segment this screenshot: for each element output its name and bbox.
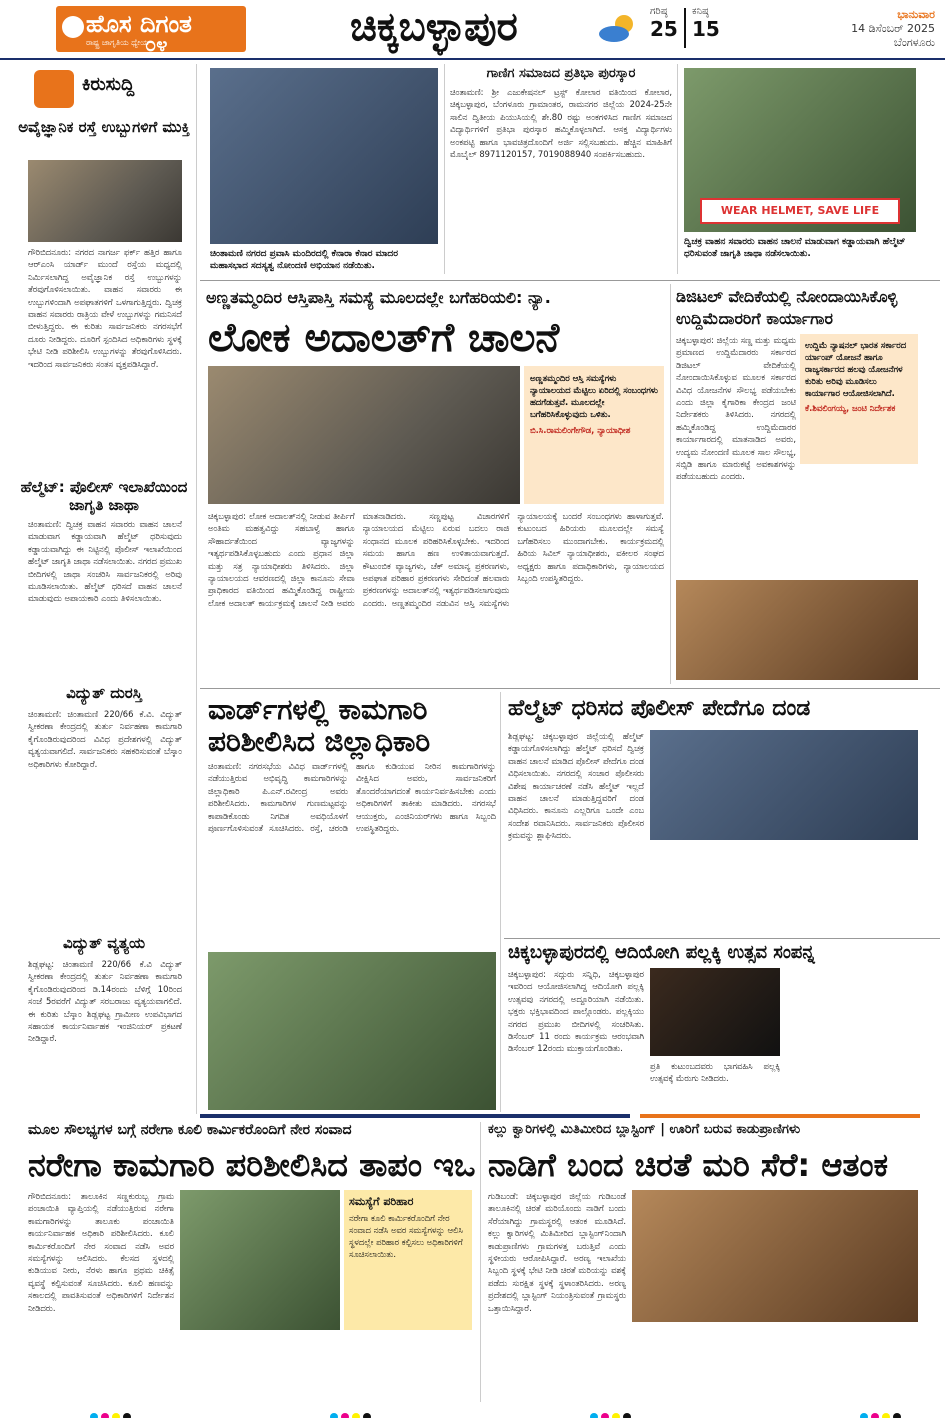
narega-body: ಗೌರಿಬಿದನೂರು: ತಾಲೂಕಿನ ಸಣ್ಣಕುರುಬ್ಬ ಗ್ರಾಮ ಪಂಚಾಯಿತಿ ವ್ಯಾಪ್ತಿಯಲ್ಲಿ ನಡೆಯುತ್ತಿರುವ ನರೇಗಾ ಕಾಮಗಾರಿಗಳನ್ನು ತಾಲೂಕು ಪಂಚಾಯಿತಿ ಕಾರ್ಯನಿರ್ವಾಹಕ ಅಧಿಕಾರಿ ಪರಿಶೀಲಿಸಿದರು. ಕೂಲಿ ಕಾರ್ಮಿಕರೊಂದಿಗೆ ನೇರ ಸಂವಾದ ನಡೆಸಿ ಅವರ ಸಮಸ್ಯೆಗಳನ್ನು ಆಲಿಸಿದರು. ಕೆಲಸದ ಸ್ಥಳದಲ್ಲಿ ಕುಡಿಯುವ ನೀರು, ನೆರಳು ಹಾಗೂ ಪ್ರಥಮ ಚಿಕಿತ್ಸೆ ವ್ಯವಸ್ಥೆ ಕಲ್ಪಿಸುವಂತೆ ಸೂಚಿಸಿದರು. ಕೂಲಿ ಹಣವನ್ನು ಸಕಾಲದಲ್ಲಿ ಪಾವತಿಸುವಂತೆ ಅಧಿಕಾರಿಗಳಿಗೆ ನಿರ್ದೇಶನ ನೀಡಿದರು. bbox=[28, 1191, 174, 1313]
story-body: ಚಿಂತಾಮಣಿ: ಶ್ರೀ ಎಜುಕೇಷನಲ್ ಟ್ರಸ್ಟ್ ಕೋಲಾರ ವತಿಯಿಂದ ಕೋಲಾರ, ಚಿಕ್ಕಬಳ್ಳಾಪುರ, ಬೆಂಗಳೂರು ಗ್ರಾಮಾಂತರ, ರಾಮನಗರ ಜಿಲ್ಲೆಯ 2024-25ನೇ ಸಾಲಿನ ದ್ವಿತೀಯ ಪಿಯುಸಿಯಲ್ಲಿ ಶೇ.80 ರಷ್ಟು ಅಂಕಗಳಿಸಿದ ಗಾಣಿಗ ಸಮಾಜದ ವಿದ್ಯಾರ್ಥಿಗಳಿಗೆ ಪ್ರತಿಭಾ ಪುರಸ್ಕಾರ ಹಮ್ಮಿಕೊಳ್ಳಲಾಗಿದೆ. ಆಸಕ್ತ ವಿದ್ಯಾರ್ಥಿಗಳು ಅಂಕಪಟ್ಟಿ ಹಾಗೂ ಭಾವಚಿತ್ರದೊಂದಿಗೆ ಅರ್ಜಿ ಸಲ್ಲಿಸಬಹುದು. ಹೆಚ್ಚಿನ ಮಾಹಿತಿಗೆ ಮೊಬೈಲ್ 8971120157, 7019088940 ಸಂಪರ್ಕಿಸಬಹುದು. bbox=[450, 87, 672, 160]
story-headline[interactable]: ವಿದ್ಯುತ್ ವ್ಯತ್ಯಯ bbox=[62, 934, 146, 952]
palanquin-photo bbox=[650, 968, 780, 1056]
max-temp-label: ಗರಿಷ್ಠ bbox=[650, 6, 668, 17]
quote-text: ಉದ್ದಿಮೆ ನ್ಯಾಷನಲ್ ಭಾರತ ಸರ್ಕಾರದ ರ್ಯಾಂಪ್ ಯೋಜನೆ ಹಾಗೂ ರಾಜ್ಯಸರ್ಕಾರದ ಹಲವು ಯೋಜನೆಗಳ ಕುರಿತು ಅರಿವು ಮೂಡಿಸಲು ಕಾರ್ಯಾಗಾರ ಆಯೋಜಿಸಲಾಗಿದೆ. bbox=[805, 340, 907, 398]
registration-marks bbox=[330, 1406, 374, 1418]
udyami-body: ಚಿಕ್ಕಬಳ್ಳಾಪುರ: ಜಿಲ್ಲೆಯ ಸಣ್ಣ ಮತ್ತು ಮಧ್ಯಮ ಪ್ರಮಾಣದ ಉದ್ದಿಮೆದಾರರು ಸರ್ಕಾರದ ಡಿಜಿಟಲ್ ವೇದಿಕೆಯಲ್ಲಿ ನೋಂದಾಯಿಸಿಕೊಳ್ಳುವ ಮೂಲಕ ಸರ್ಕಾರದ ವಿವಿಧ ಯೋಜನೆಗಳ ಸೌಲಭ್ಯ ಪಡೆಯಬೇಕು ಎಂದು ಜಿಲ್ಲಾ ಕೈಗಾರಿಕಾ ಕೇಂದ್ರದ ಜಂಟಿ ನಿರ್ದೇಶಕರು ತಿಳಿಸಿದರು. ನಗರದಲ್ಲಿ ಹಮ್ಮಿಕೊಂಡಿದ್ದ ಉದ್ದಿಮೆದಾರರ ಕಾರ್ಯಾಗಾರದಲ್ಲಿ ಮಾತನಾಡಿದ ಅವರು, ಉದ್ಯಮ ನೋಂದಣಿ ಮೂಲಕ ಸಾಲ ಸೌಲಭ್ಯ, ಸಬ್ಸಿಡಿ ಹಾಗೂ ಮಾರುಕಟ್ಟೆ ಅವಕಾಶಗಳನ್ನು ಪಡೆಯಬಹುದು ಎಂದರು. bbox=[676, 335, 796, 482]
story-body: ಚಿಂತಾಮಣಿ: ಚಿಂತಾಮಣಿ 220/66 ಕೆ.ವಿ. ವಿದ್ಯುತ್ ಸ್ವೀಕರಣಾ ಕೇಂದ್ರದಲ್ಲಿ ತುರ್ತು ನಿರ್ವಹಣಾ ಕಾಮಗಾರಿ ಕೈಗೊಂಡಿರುವುದರಿಂದ ವಿವಿಧ ಪ್ರದೇಶಗಳಲ್ಲಿ ವಿದ್ಯುತ್ ವ್ಯತ್ಯಯವಾಗಲಿದೆ. ಸಾರ್ವಜನಿಕರು ಸಹಕರಿಸುವಂತೆ ಬೆಸ್ಕಾಂ ಅಧಿಕಾರಿಗಳು ಕೋರಿದ್ದಾರೆ. bbox=[28, 709, 182, 769]
story-headline[interactable]: ಗಾಣಿಗ ಸಮಾಜದ ಪ್ರತಿಭಾ ಪುರಸ್ಕಾರ bbox=[486, 66, 636, 81]
narega-photo bbox=[180, 1190, 340, 1330]
brand-name: ಹೊಸ ದಿಗಂತ bbox=[86, 10, 192, 38]
max-temp-value: 25 bbox=[650, 17, 678, 41]
registration-marks bbox=[590, 1406, 634, 1418]
lead-kicker: ಅಣ್ಣತಮ್ಮಂದಿರ ಆಸ್ತಿಪಾಸ್ತಿ ಸಮಸ್ಯೆ ಮೂಲದಲ್ಲೇ ಬಗೆಹರಿಯಲಿ: ನ್ಯಾ. bbox=[206, 288, 551, 307]
photo-caption: ದ್ವಿಚಕ್ರ ವಾಹನ ಸವಾರರು ವಾಹನ ಚಾಲನೆ ಮಾಡುವಾಗ ಕಡ್ಡಾಯವಾಗಿ ಹೆಲ್ಮೆಟ್ ಧರಿಸುವಂತೆ ಜಾಗೃತಿ ಜಾಥಾ ನಡೆಸಲಾಯಿತು. bbox=[684, 237, 906, 259]
photo-caption: ಪ್ರತಿ ಕುಟುಂಬದವರು ಭಾಗವಹಿಸಿ ಪಲ್ಲಕ್ಕಿ ಉತ್ಸವಕ್ಕೆ ಮೆರುಗು ನೀಡಿದರು. bbox=[650, 1061, 780, 1084]
section-title: ಕಿರುಸುದ್ದಿ bbox=[82, 74, 135, 95]
helmet-banner: WEAR HELMET, SAVE LIFE bbox=[700, 198, 900, 224]
partly-cloudy-icon bbox=[598, 12, 638, 44]
min-temp-value: 15 bbox=[692, 17, 720, 41]
story-body: ಗೌರಿಬಿದನೂರು: ನಗರದ ನಾಗರ್ಜ ಫರ್ಕ್ ಹತ್ತಿರ ಹಾಗೂ ಆರ್‌ಎಂಸಿ ಯಾರ್ಡ್ ಮುಂದೆ ರಸ್ತೆಯ ಮಧ್ಯದಲ್ಲಿ ನಿರ್ಮಿಸಲಾಗಿದ್ದ ಅವೈಜ್ಞಾನಿಕ ರಸ್ತೆ ಉಬ್ಬುಗಳನ್ನು ತೆರವುಗೊಳಿಸಲಾಯಿತು. ವಾಹನ ಸವಾರರು ಈ ಉಬ್ಬುಗಳಿಂದಾಗಿ ಅಪಘಾತಗಳಿಗೆ ಒಳಗಾಗುತ್ತಿದ್ದರು. ದ್ವಿಚಕ್ರ ವಾಹನ ಸವಾರರು ರಾತ್ರಿಯ ವೇಳೆ ಉಬ್ಬುಗಳನ್ನು ಗಮನಿಸದೆ ಬೀಳುತ್ತಿದ್ದರು. ಈ ಕುರಿತು ಸಾರ್ವಜನಿಕರು ನಗರಸಭೆಗೆ ದೂರು ನೀಡಿದ್ದರು. ದೂರಿಗೆ ಸ್ಪಂದಿಸಿದ ಅಧಿಕಾರಿಗಳು ಸ್ಥಳಕ್ಕೆ ಭೇಟಿ ನೀಡಿ ಪರಿಶೀಲಿಸಿ ಉಬ್ಬುಗಳನ್ನು ತೆರವುಗೊಳಿಸಿದರು. ಇದರಿಂದ ಸಾರ್ವಜನಿಕರು ಸಂತಸ ವ್ಯಕ್ತಪಡಿಸಿದ್ದಾರೆ. bbox=[28, 247, 182, 369]
story-headline[interactable]: ವಿದ್ಯುತ್ ದುರಸ್ತಿ bbox=[66, 684, 142, 702]
ward-headline[interactable]: ವಾರ್ಡ್‌ಗಳಲ್ಲಿ ಕಾಮಗಾರಿ ಪರಿಶೀಲಿಸಿದ ಜಿಲ್ಲಾಧಿಕಾರಿ bbox=[208, 693, 431, 758]
lok-adalat-photo bbox=[208, 366, 520, 504]
min-temp-label: ಕನಿಷ್ಠ bbox=[692, 6, 709, 17]
box-body: ನರೇಗಾ ಕೂಲಿ ಕಾರ್ಮಿಕರೊಂದಿಗೆ ನೇರ ಸಂವಾದ ನಡೆಸಿ ಅವರ ಸಮಸ್ಯೆಗಳನ್ನು ಆಲಿಸಿ ಸ್ಥಳದಲ್ಲೇ ಪರಿಹಾರ ಕಲ್ಪಿಸಲು ಅಧಿಕಾರಿಗಳಿಗೆ ಸೂಚಿಸಲಾಯಿತು. bbox=[349, 1213, 463, 1259]
story-headline[interactable]: ಅವೈಜ್ಞಾನಿಕ ರಸ್ತೆ ಉಬ್ಬುಗಳಿಗೆ ಮುಕ್ತಿ bbox=[18, 118, 190, 136]
info-box bbox=[344, 1190, 472, 1330]
max-temp-block bbox=[650, 6, 686, 41]
quote-text: ಅಣ್ಣತಮ್ಮಂದಿರ ಆಸ್ತಿ ಸಮಸ್ಯೆಗಳು ನ್ಯಾಯಾಲಯದ ಮೆಟ್ಟಿಲು ಏರಿದಲ್ಲಿ ಸಂಬಂಧಗಳು ಹದಗೆಡುತ್ತವೆ. ಮೂಲದಲ್ಲೇ ಬಗೆಹರಿಸಿಕೊಳ್ಳುವುದು ಒಳಿತು. bbox=[530, 373, 658, 419]
brand-emblem-icon bbox=[62, 16, 84, 38]
page-number: ೦೪ bbox=[145, 32, 168, 56]
workshop-photo bbox=[676, 580, 918, 680]
police-photo bbox=[650, 730, 918, 840]
story-body: ಚಿಂತಾಮಣಿ: ದ್ವಿಚಕ್ರ ವಾಹನ ಸವಾರರು ವಾಹನ ಚಾಲನೆ ಮಾಡುವಾಗ ಕಡ್ಡಾಯವಾಗಿ ಹೆಲ್ಮೆಟ್ ಧರಿಸುವುದು ಕಡ್ಡಾಯವಾಗಿದ್ದು ಈ ನಿಟ್ಟಿನಲ್ಲಿ ಪೊಲೀಸ್ ಇಲಾಖೆಯಿಂದ ಹೆಲ್ಮೆಟ್ ಜಾಗೃತಿ ಜಾಥಾ ನಡೆಸಲಾಯಿತು. ನಗರದ ಪ್ರಮುಖ ಬೀದಿಗಳಲ್ಲಿ ಜಾಥಾ ಸಂಚರಿಸಿ ಸಾರ್ವಜನಿಕರಲ್ಲಿ ಅರಿವು ಮೂಡಿಸಲಾಯಿತು. ಹೆಲ್ಮೆಟ್ ಧರಿಸದೆ ವಾಹನ ಚಾಲನೆ ಮಾಡುವುದು ಅಪಾಯಕಾರಿ ಎಂದು ತಿಳಿಸಲಾಯಿತು. bbox=[28, 519, 182, 604]
ward-body: ಚಿಂತಾಮಣಿ: ನಗರಸಭೆಯ ವಿವಿಧ ವಾರ್ಡ್‌ಗಳಲ್ಲಿ ನಡೆಯುತ್ತಿರುವ ಅಭಿವೃದ್ಧಿ ಕಾಮಗಾರಿಗಳನ್ನು ಜಿಲ್ಲಾಧಿಕಾರಿ ಪಿ.ಎನ್.ರವೀಂದ್ರ ಅವರು ಪರಿಶೀಲಿಸಿದರು. ಕಾಮಗಾರಿಗಳ ಗುಣಮಟ್ಟವನ್ನು ಕಾಪಾಡಿಕೊಂಡು ನಿಗದಿತ ಅವಧಿಯೊಳಗೆ ಪೂರ್ಣಗೊಳಿಸುವಂತೆ ಸೂಚಿಸಿದರು. ರಸ್ತೆ, ಚರಂಡಿ ಹಾಗೂ ಕುಡಿಯುವ ನೀರಿನ ಕಾಮಗಾರಿಗಳನ್ನು ವೀಕ್ಷಿಸಿದ ಅವರು, ಸಾರ್ವಜನಿಕರಿಗೆ ತೊಂದರೆಯಾಗದಂತೆ ಕಾರ್ಯನಿರ್ವಹಿಸಬೇಕು ಎಂದು ಅಧಿಕಾರಿಗಳಿಗೆ ತಾಕೀತು ಮಾಡಿದರು. ನಗರಸಭೆ ಆಯುಕ್ತರು, ಎಂಜಿನಿಯರ್‌ಗಳು ಹಾಗೂ ಸಿಬ್ಬಂದಿ ಉಪಸ್ಥಿತರಿದ್ದರು. bbox=[208, 761, 496, 834]
registration-marks bbox=[90, 1406, 134, 1418]
dateline bbox=[805, 8, 935, 50]
pull-quote bbox=[524, 366, 664, 504]
brand-tagline: ರಾಷ್ಟ್ರ ಜಾಗೃತಿಯ ಧ್ಯೇಯ bbox=[86, 38, 149, 47]
hand-point-icon bbox=[34, 70, 74, 108]
meeting-photo bbox=[210, 68, 438, 244]
helmet-headline[interactable]: ಹೆಲ್ಮೆಟ್ ಧರಿಸದ ಪೊಲೀಸ್ ಪೇದೆಗೂ ದಂಡ bbox=[508, 696, 811, 721]
page-title: ಚಿಕ್ಕಬಳ್ಳಾಪುರ bbox=[350, 4, 518, 50]
leopard-headline[interactable]: ನಾಡಿಗೆ ಬಂದ ಚಿರತೆ ಮರಿ ಸೆರೆ: ಆತಂಕ bbox=[488, 1146, 888, 1184]
narega-headline[interactable]: ನರೇಗಾ ಕಾಮಗಾರಿ ಪರಿಶೀಲಿಸಿದ ತಾಪಂ ಇಒ bbox=[28, 1146, 476, 1184]
edition-label: ಬೆಂಗಳೂರು bbox=[893, 36, 935, 49]
inspection-photo bbox=[208, 952, 496, 1110]
road-photo bbox=[28, 160, 182, 242]
story-headline[interactable]: ಹೆಲ್ಮೆಟ್: ಪೊಲೀಸ್ ಇಲಾಖೆಯಿಂದ ಜಾಗೃತಿ ಜಾಥಾ bbox=[20, 478, 188, 514]
leopard-body: ಗುಡಿಬಂಡೆ: ಚಿಕ್ಕಬಳ್ಳಾಪುರ ಜಿಲ್ಲೆಯ ಗುಡಿಬಂಡೆ ತಾಲೂಕಿನಲ್ಲಿ ಚಿರತೆ ಮರಿಯೊಂದು ನಾಡಿಗೆ ಬಂದು ಸೆರೆಯಾಗಿದ್ದು ಗ್ರಾಮಸ್ಥರಲ್ಲಿ ಆತಂಕ ಮೂಡಿಸಿದೆ. ಕಲ್ಲು ಕ್ವಾರಿಗಳಲ್ಲಿ ಮಿತಿಮೀರಿದ ಬ್ಲಾಸ್ಟಿಂಗ್‌ನಿಂದಾಗಿ ಕಾಡುಪ್ರಾಣಿಗಳು ಗ್ರಾಮಗಳತ್ತ ಬರುತ್ತಿವೆ ಎಂದು ಸ್ಥಳೀಯರು ಆರೋಪಿಸಿದ್ದಾರೆ. ಅರಣ್ಯ ಇಲಾಖೆಯ ಸಿಬ್ಬಂದಿ ಸ್ಥಳಕ್ಕೆ ಭೇಟಿ ನೀಡಿ ಚಿರತೆ ಮರಿಯನ್ನು ವಶಕ್ಕೆ ಪಡೆದು ಸುರಕ್ಷಿತ ಸ್ಥಳಕ್ಕೆ ಸ್ಥಳಾಂತರಿಸಿದರು. ಅರಣ್ಯ ಪ್ರದೇಶದಲ್ಲಿ ಬ್ಲಾಸ್ಟಿಂಗ್ ನಿಯಂತ್ರಿಸುವಂತೆ ಗ್ರಾಮಸ್ಥರು ಒತ್ತಾಯಿಸಿದ್ದಾರೆ. bbox=[488, 1191, 626, 1313]
photo-caption: ಚಿಂತಾಮಣಿ ನಗರದ ಪ್ರವಾಸಿ ಮಂದಿರದಲ್ಲಿ ಕೆನಾರಾ ಕೆನಾರ ಮಾದರ ಮಹಾಸಭಾದ ಸದಸ್ಯತ್ವ ನೋಂದಣಿ ಅಭಿಯಾನ ನಡೆಯಿತು. bbox=[210, 249, 398, 271]
pull-quote bbox=[800, 334, 918, 464]
helmet-body: ಶಿಡ್ಲಘಟ್ಟ: ಚಿಕ್ಕಬಳ್ಳಾಪುರ ಜಿಲ್ಲೆಯಲ್ಲಿ ಹೆಲ್ಮೆಟ್ ಕಡ್ಡಾಯಗೊಳಿಸಲಾಗಿದ್ದು ಹೆಲ್ಮೆಟ್ ಧರಿಸದೆ ದ್ವಿಚಕ್ರ ವಾಹನ ಚಾಲನೆ ಮಾಡಿದ ಪೊಲೀಸ್ ಪೇದೆಗೂ ದಂಡ ವಿಧಿಸಲಾಯಿತು. ನಗರದಲ್ಲಿ ಸಂಚಾರ ಪೊಲೀಸರು ವಿಶೇಷ ಕಾರ್ಯಾಚರಣೆ ನಡೆಸಿ ಹೆಲ್ಮೆಟ್ ಇಲ್ಲದೆ ವಾಹನ ಚಾಲನೆ ಮಾಡುತ್ತಿದ್ದವರಿಗೆ ದಂಡ ವಿಧಿಸಿದರು. ಕಾನೂನು ಎಲ್ಲರಿಗೂ ಒಂದೇ ಎಂಬ ಸಂದೇಶ ರವಾನಿಸಿದರು. ಸಾರ್ವಜನಿಕರು ಪೊಲೀಸರ ಕ್ರಮವನ್ನು ಶ್ಲಾಘಿಸಿದರು. bbox=[508, 731, 644, 841]
day-label: ಭಾನುವಾರ bbox=[897, 8, 935, 21]
leopard-photo bbox=[632, 1190, 918, 1322]
masthead-rule bbox=[0, 58, 945, 60]
min-temp-block bbox=[692, 6, 728, 41]
box-title: ಸಮಸ್ಯೆಗೆ ಪರಿಹಾರ bbox=[349, 1195, 414, 1208]
date-label: 14 ಡಿಸೆಂಬರ್ 2025 bbox=[851, 22, 935, 35]
quote-author: ಕೆ.ಶಿವಲಿಂಗಯ್ಯ, ಜಂಟಿ ನಿರ್ದೇಶಕ bbox=[805, 403, 896, 413]
quote-author: ಬಿ.ಸಿ.ರಾಮಲಿಂಗೇಗೌಡ, ನ್ಯಾಯಾಧೀಶ bbox=[530, 425, 631, 435]
adiyogi-body: ಚಿಕ್ಕಬಳ್ಳಾಪುರ: ಸದ್ಗುರು ಸನ್ನಿಧಿ, ಚಿಕ್ಕಬಳ್ಳಾಪುರ ಇವರಿಂದ ಆಯೋಜಿಸಲಾಗಿದ್ದ ಆದಿಯೋಗಿ ಪಲ್ಲಕ್ಕಿ ಉತ್ಸವವು ನಗರದಲ್ಲಿ ಅದ್ದೂರಿಯಾಗಿ ನಡೆಯಿತು. ಭಕ್ತರು ಭಕ್ತಿಭಾವದಿಂದ ಪಾಲ್ಗೊಂಡರು. ಪಲ್ಲಕ್ಕಿಯು ನಗರದ ಪ್ರಮುಖ ಬೀದಿಗಳಲ್ಲಿ ಸಂಚರಿಸಿತು. ಡಿಸೆಂಬರ್ 11 ರಂದು ಕಾರ್ಯಕ್ರಮ ಆರಂಭವಾಗಿ ಡಿಸೆಂಬರ್ 12ರಂದು ಮುಕ್ತಾಯಗೊಂಡಿತು. bbox=[508, 969, 644, 1054]
story-body: ಶಿಡ್ಲಘಟ್ಟ: ಚಿಂತಾಮಣಿ 220/66 ಕೆ.ವಿ ವಿದ್ಯುತ್ ಸ್ವೀಕರಣಾ ಕೇಂದ್ರದಲ್ಲಿ ತುರ್ತು ನಿರ್ವಹಣಾ ಕಾಮಗಾರಿ ಕೈಗೊಂಡಿರುವುದರಿಂದ ಡಿ.14ರಂದು ಬೆಳಿಗ್ಗೆ 10ರಿಂದ ಸಂಜೆ 5ರವರೆಗೆ ವಿದ್ಯುತ್ ಸರಬರಾಜು ವ್ಯತ್ಯಯವಾಗಲಿದೆ. ಈ ಕುರಿತು ಬೆಸ್ಕಾಂ ಶಿಡ್ಲಘಟ್ಟ ಗ್ರಾಮೀಣ ಉಪವಿಭಾಗದ ಸಹಾಯಕ ಕಾರ್ಯನಿರ್ವಾಹಕ ಇಂಜಿನಿಯರ್ ಪ್ರಕಟಣೆ ನೀಡಿದ್ದಾರೆ. bbox=[28, 959, 182, 1044]
leopard-kicker: ಕಲ್ಲು ಕ್ವಾರಿಗಳಲ್ಲಿ ಮಿತಿಮೀರಿದ ಬ್ಲಾಸ್ಟಿಂಗ್ | ಊರಿಗೆ ಬರುವ ಕಾಡುಪ್ರಾಣಿಗಳು bbox=[488, 1122, 801, 1137]
lead-body: ಚಿಕ್ಕಬಳ್ಳಾಪುರ: ಲೋಕ ಅದಾಲತ್‌ನಲ್ಲಿ ನೀಡುವ ತೀರ್ಪಿಗೆ ಅಂತಿಮ ಮಹತ್ವವಿದ್ದು ಸಹಬಾಳ್ವೆ ಹಾಗೂ ಸೌಹಾರ್ದತೆಯಿಂದ ವ್ಯಾಜ್ಯಗಳನ್ನು ಇತ್ಯರ್ಥಪಡಿಸಿಕೊಳ್ಳಬಹುದು ಎಂದು ಪ್ರಧಾನ ಜಿಲ್ಲಾ ಮತ್ತು ಸತ್ರ ನ್ಯಾಯಾಧೀಶರು ತಿಳಿಸಿದರು. ಜಿಲ್ಲಾ ನ್ಯಾಯಾಲಯದ ಆವರಣದಲ್ಲಿ ಜಿಲ್ಲಾ ಕಾನೂನು ಸೇವಾ ಪ್ರಾಧಿಕಾರದ ವತಿಯಿಂದ ಹಮ್ಮಿಕೊಂಡಿದ್ದ ರಾಷ್ಟ್ರೀಯ ಲೋಕ ಅದಾಲತ್ ಕಾರ್ಯಕ್ರಮಕ್ಕೆ ಚಾಲನೆ ನೀಡಿ ಅವರು ಮಾತನಾಡಿದರು. ಸಣ್ಣಪುಟ್ಟ ವಿಚಾರಗಳಿಗೆ ನ್ಯಾಯಾಲಯದ ಮೆಟ್ಟಿಲು ಏರುವ ಬದಲು ರಾಜಿ ಸಂಧಾನದ ಮೂಲಕ ಪರಿಹರಿಸಿಕೊಳ್ಳಬೇಕು. ಇದರಿಂದ ಸಮಯ ಹಾಗೂ ಹಣ ಉಳಿತಾಯವಾಗುತ್ತದೆ. ಕೌಟುಂಬಿಕ ವ್ಯಾಜ್ಯಗಳು, ಚೆಕ್ ಅಮಾನ್ಯ ಪ್ರಕರಣಗಳು, ಅಪಘಾತ ಪರಿಹಾರ ಪ್ರಕರಣಗಳು ಸೇರಿದಂತೆ ಹಲವಾರು ಪ್ರಕರಣಗಳನ್ನು ಅದಾಲತ್‌ನಲ್ಲಿ ಇತ್ಯರ್ಥಪಡಿಸಲಾಗುವುದು ಎಂದರು. ಅಣ್ಣತಮ್ಮಂದಿರ ನಡುವಿನ ಆಸ್ತಿ ಸಮಸ್ಯೆಗಳು ನ್ಯಾಯಾಲಯಕ್ಕೆ ಬಂದರೆ ಸಂಬಂಧಗಳು ಹಾಳಾಗುತ್ತವೆ. ಕುಟುಂಬದ ಹಿರಿಯರು ಮೂಲದಲ್ಲೇ ಸಮಸ್ಯೆ ಬಗೆಹರಿಸಲು ಮುಂದಾಗಬೇಕು. ಕಾರ್ಯಕ್ರಮದಲ್ಲಿ ಹಿರಿಯ ಸಿವಿಲ್ ನ್ಯಾಯಾಧೀಶರು, ವಕೀಲರ ಸಂಘದ ಅಧ್ಯಕ್ಷರು ಹಾಗೂ ಪದಾಧಿಕಾರಿಗಳು, ನ್ಯಾಯಾಲಯದ ಸಿಬ್ಬಂದಿ ಉಪಸ್ಥಿತರಿದ್ದರು. bbox=[208, 511, 664, 608]
adiyogi-headline[interactable]: ಚಿಕ್ಕಬಳ್ಳಾಪುರದಲ್ಲಿ ಆದಿಯೋಗಿ ಪಲ್ಲಕ್ಕಿ ಉತ್ಸವ ಸಂಪನ್ನ bbox=[508, 942, 815, 963]
narega-kicker: ಮೂಲ ಸೌಲಭ್ಯಗಳ ಬಗ್ಗೆ ನರೇಗಾ ಕೂಲಿ ಕಾರ್ಮಿಕರೊಂದಿಗೆ ನೇರ ಸಂವಾದ bbox=[28, 1122, 352, 1138]
registration-marks bbox=[860, 1406, 904, 1418]
lead-headline[interactable]: ಲೋಕ ಅದಾಲತ್‌ಗೆ ಚಾಲನೆ bbox=[208, 315, 560, 361]
udyami-headline[interactable]: ಡಿಜಿಟಲ್ ವೇದಿಕೆಯಲ್ಲಿ ನೋಂದಾಯಿಸಿಕೊಳ್ಳಿ ಉದ್ದಿಮೆದಾರರಿಗೆ ಕಾರ್ಯಾಗಾರ bbox=[676, 287, 898, 328]
